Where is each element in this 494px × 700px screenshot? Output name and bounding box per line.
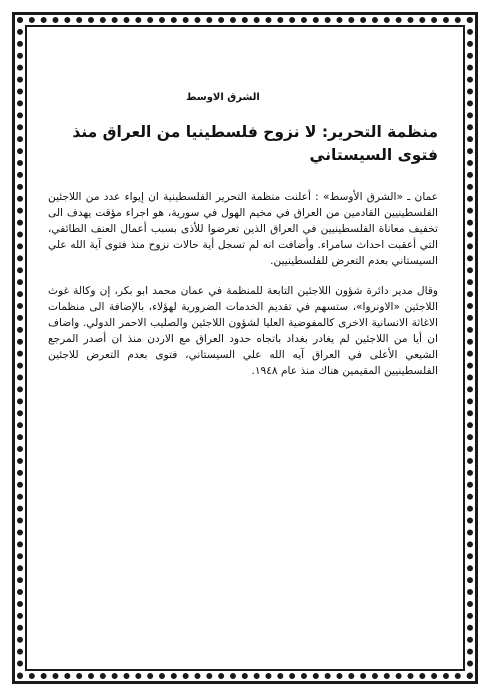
article-headline: منظمة التحرير: لا نزوح فلسطينيا من العراق منذ فتوى السيستاني <box>72 123 438 164</box>
article <box>48 92 438 393</box>
article-paragraph-2: وقال مدير دائرة شؤون اللاجئين التابعة للمنظمة في عمان محمد ابو بكر، إن وكالة غوث اللاجئين «الاونروا»، ستسهم في تقديم الخدمات الضرورية لهؤلاء، بالإضافة الى منظمات الاغاثة الانسانية الاخرى كالمفوضية العليا لشؤون اللاجئين والصليب الاحمر الدولي. واضاف ان أيا من اللاجئين لم يغادر بغداد باتجاه حدود العراق مع الاردن منذ ان أصدر المرجع الشيعي الأعلى في العراق آيه الله علي السيستاني، فتوى بعدم التعرض للاجئين الفلسطينيين المقيمين هناك منذ عام ١٩٤٨. <box>48 285 438 377</box>
article-paragraph-1: عمان ـ «الشرق الأوسط» : أعلنت منظمة التحرير الفلسطينية ان إيواء عدد من اللاجئين الفلسطينيين القادمين من العراق في مخيم الهول في سورية، هو اجراء مؤقت يهدف الى تخفيف معاناة الفلسطينيين في العراق الذين تعرضوا للأذى بسبب أعمال العنف الطائفي، التي أعقبت احداث سامراء. وأضافت انه لم تسجل أية حالات نزوح منذ فتوى آية الله علي السيستاني بعدم التعرض للفلسطينيين. <box>48 191 438 267</box>
article-source: الشرق الاوسط <box>186 92 260 103</box>
